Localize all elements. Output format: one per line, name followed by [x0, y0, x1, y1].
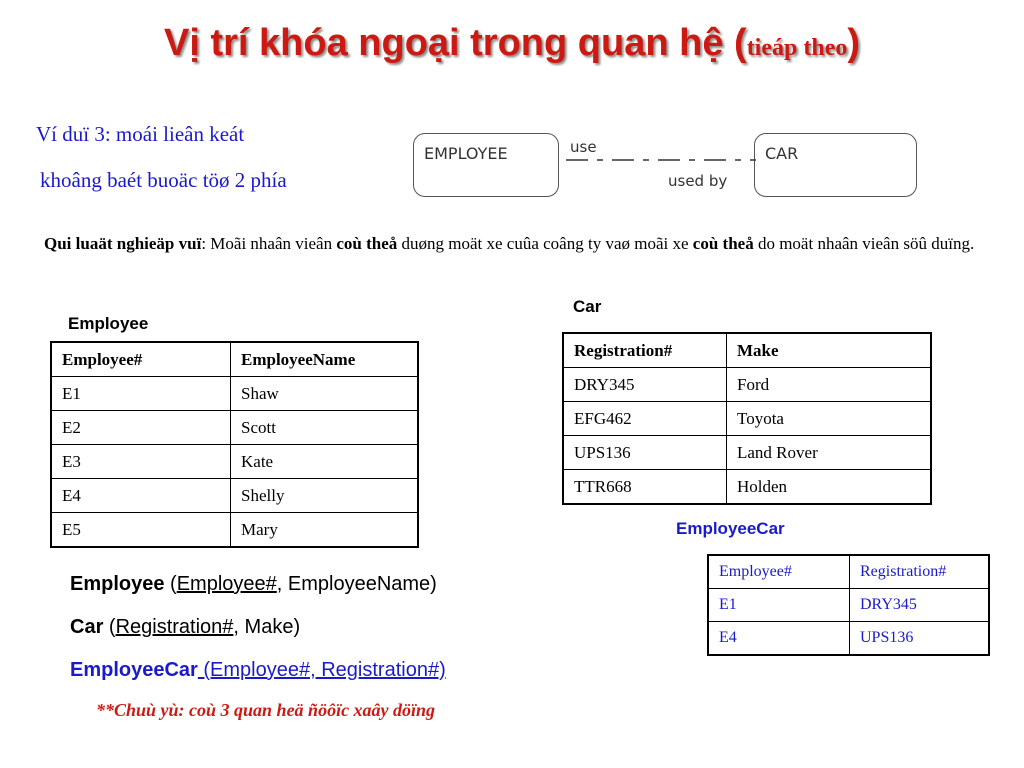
- car-table: [562, 332, 932, 505]
- car-entity-label: CAR: [765, 144, 799, 163]
- table-cell: EFG462: [563, 402, 727, 436]
- employee-table-caption: Employee: [68, 314, 149, 333]
- table-header-row: [708, 555, 989, 589]
- table-row: [708, 589, 989, 622]
- schema-employee: Employee (Employee#, EmployeeName): [70, 573, 437, 595]
- table-cell: E1: [51, 377, 231, 411]
- table-cell: DRY345: [563, 368, 727, 402]
- table-row: [51, 445, 418, 479]
- employeecar-table: [707, 554, 990, 656]
- table-cell: DRY345: [850, 589, 990, 622]
- column-header: Registration#: [563, 333, 727, 368]
- table-cell: UPS136: [850, 622, 990, 656]
- employee-table: [50, 341, 419, 548]
- car-table-caption: Car: [573, 297, 602, 316]
- table-row: [563, 436, 931, 470]
- table-row: [51, 479, 418, 513]
- page-title-suffix: tieáp theo: [746, 35, 848, 61]
- business-rule: Qui luaät nghieäp vuï: Moãi nhaân vieân coù theå duøng moät xe cuûa coâng ty vaø moãi xe coù theå do moät nhaân vieân söû duïng.: [44, 234, 975, 253]
- example-description: khoâng baét buoäc töø 2 phía: [40, 168, 287, 192]
- table-header-row: [51, 342, 418, 377]
- table-cell: Shelly: [231, 479, 419, 513]
- table-cell: TTR668: [563, 470, 727, 505]
- table-cell: Mary: [231, 513, 419, 548]
- table-cell: Shaw: [231, 377, 419, 411]
- table-row: [708, 622, 989, 656]
- table-row: [51, 411, 418, 445]
- table-cell: E5: [51, 513, 231, 548]
- employeecar-table-caption: EmployeeCar: [676, 519, 785, 538]
- table-row: [563, 402, 931, 436]
- table-cell: Kate: [231, 445, 419, 479]
- table-cell: Land Rover: [727, 436, 932, 470]
- column-header: Employee#: [708, 555, 850, 589]
- table-cell: E4: [51, 479, 231, 513]
- table-cell: Ford: [727, 368, 932, 402]
- table-cell: Scott: [231, 411, 419, 445]
- schema-employeecar: EmployeeCar (Employee#, Registration#): [70, 659, 446, 681]
- car-entity-box: [754, 133, 917, 197]
- table-cell: E4: [708, 622, 850, 656]
- table-cell: Toyota: [727, 402, 932, 436]
- example-label: Ví duï 3: moái lieân keát: [36, 122, 245, 146]
- relationship-top-label: use: [570, 138, 597, 156]
- note-text: **Chuù yù: coù 3 quan heä ñöôïc xaây döïng: [96, 700, 436, 720]
- table-row: [563, 470, 931, 505]
- table-header-row: [563, 333, 931, 368]
- column-header: Registration#: [850, 555, 990, 589]
- employee-entity-box: [413, 133, 559, 197]
- column-header: Employee#: [51, 342, 231, 377]
- table-row: [51, 377, 418, 411]
- table-cell: UPS136: [563, 436, 727, 470]
- table-cell: E2: [51, 411, 231, 445]
- table-row: [51, 513, 418, 548]
- employee-entity-label: EMPLOYEE: [424, 144, 508, 163]
- column-header: EmployeeName: [231, 342, 419, 377]
- page-title: Vị trí khóa ngoại trong quan hệ (tieáp theo): [164, 22, 860, 64]
- table-row: [563, 368, 931, 402]
- business-rule-label: Qui luaät nghieäp vuï: [44, 234, 202, 253]
- table-cell: E1: [708, 589, 850, 622]
- column-header: Make: [727, 333, 932, 368]
- table-cell: E3: [51, 445, 231, 479]
- relationship-bottom-label: used by: [668, 172, 728, 190]
- table-cell: Holden: [727, 470, 932, 505]
- schema-car: Car (Registration#, Make): [70, 616, 301, 638]
